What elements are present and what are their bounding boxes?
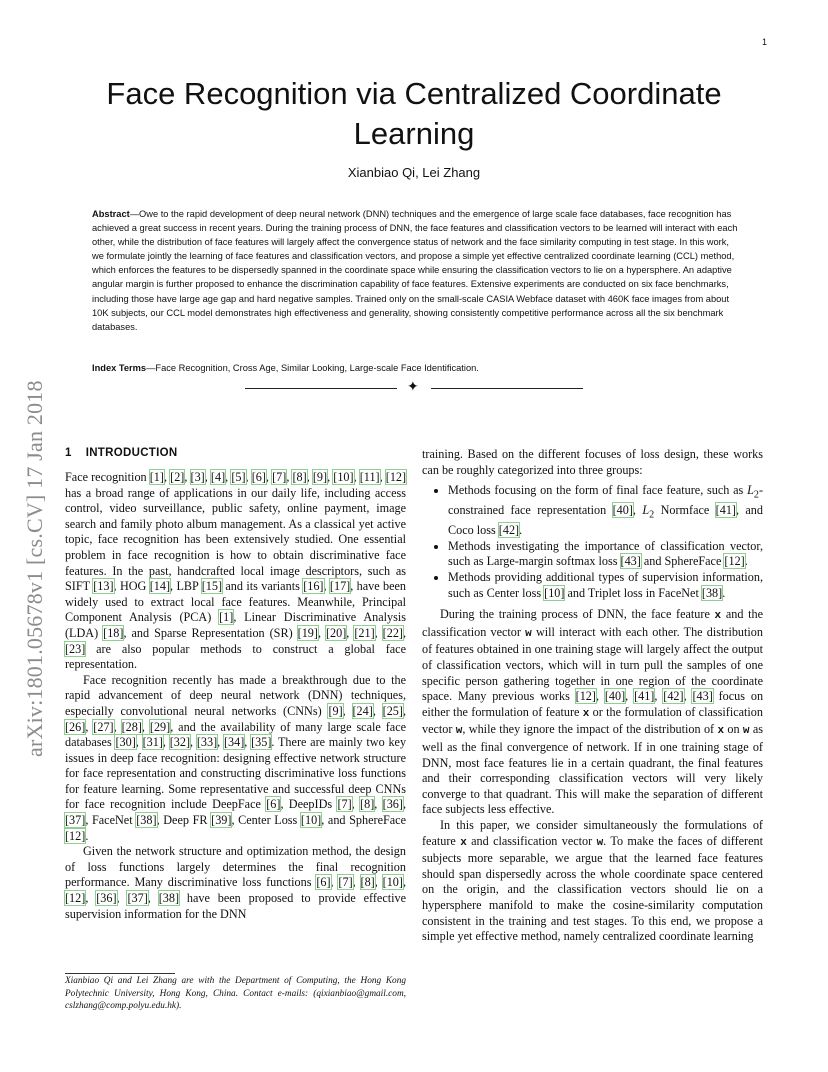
citation-link[interactable]: [4] <box>210 470 226 484</box>
citation-link[interactable]: [24] <box>352 703 373 718</box>
citation-link[interactable]: [2] <box>170 470 185 484</box>
divider-diamond-icon: ✦ <box>407 379 419 395</box>
citation-link[interactable]: [14] <box>149 579 171 594</box>
citation-link[interactable]: [34] <box>223 735 245 750</box>
section-number: 1 <box>65 447 72 459</box>
intro-paragraph-2: Face recognition recently has made a breakthrough due to the rapid advancement of deep neural network (DNN) techniques, especially convolutional neural networks (CNNs) [9], [24], [25], [26], [27], [28], [29], and the availability of many large scale face databases [30], [31], [32], [33], [34], [35]. There are mainly two key issues in deep face recognition: designing effective network structure for face representation and constructing discriminative loss functions for feature learning. Some representative and successful deep CNNs for face recognition include DeepFace [6], DeepIDs [7], [8], [36], [37], FaceNet [38], Deep FR [39], Center Loss [10], and SphereFace [12]. <box>65 672 407 843</box>
citation-link[interactable]: [1] <box>219 610 234 625</box>
section-title: INTRODUCTION <box>85 447 178 459</box>
citation-link[interactable]: [35] <box>251 735 272 750</box>
citation-link[interactable]: [10] <box>382 875 403 890</box>
citation-link[interactable]: [40] <box>604 689 626 704</box>
citation-link[interactable]: [9] <box>328 703 343 718</box>
citation-link[interactable]: [8] <box>292 470 307 484</box>
body-paragraph: In this paper, we consider simultaneously the formulations of feature x and classification vector w. To make the faces of different subjects more separable, we argue that the learned face features should span dispersedly across the whole coordinate space centered on the origin, and the classification vectors should lie on a hypersphere manifold to make the cosine-similarity computation consistent in the training and test stages. To this end, we propose a simple yet effective method, namely centralized coordinate learning <box>422 817 763 944</box>
paper-title: Face Recognition via Centralized Coordinate Learning <box>106 76 722 151</box>
citation-link[interactable]: [31] <box>142 735 163 750</box>
citation-link[interactable]: [6] <box>251 470 266 484</box>
citation-link[interactable]: [42] <box>498 523 520 538</box>
citation-link[interactable]: [38] <box>158 891 180 906</box>
abstract <box>92 207 738 334</box>
right-column <box>422 447 763 945</box>
citation-link[interactable]: [3] <box>190 470 205 484</box>
citation-link[interactable]: [36] <box>382 797 403 812</box>
citation-link[interactable]: [38] <box>136 813 157 828</box>
section-heading-introduction <box>65 447 406 459</box>
paper-authors: Xianbiao Qi, Lei Zhang <box>347 165 481 180</box>
citation-link[interactable]: [8] <box>360 797 375 812</box>
citation-link[interactable]: [7] <box>338 875 353 890</box>
citation-link[interactable]: [12] <box>65 828 86 843</box>
loss-groups-list <box>422 483 763 601</box>
citation-link[interactable]: [7] <box>337 797 352 812</box>
citation-link[interactable]: [39] <box>211 813 232 828</box>
citation-link[interactable]: [27] <box>93 719 114 734</box>
abstract-label: Abstract <box>92 209 130 219</box>
citation-link[interactable]: [37] <box>127 891 148 906</box>
citation-link[interactable]: [15] <box>201 579 223 594</box>
citation-link[interactable]: [43] <box>620 554 641 569</box>
citation-link[interactable]: [42] <box>663 689 684 704</box>
citation-link[interactable]: [20] <box>325 625 347 640</box>
divider-line-right <box>431 388 583 389</box>
citation-link[interactable]: [18] <box>103 625 124 640</box>
citation-link[interactable]: [29] <box>149 719 171 734</box>
citation-link[interactable]: [9] <box>312 470 328 484</box>
section-divider <box>245 381 583 395</box>
citation-link[interactable]: [37] <box>65 813 86 828</box>
index-terms <box>92 361 738 375</box>
citation-link[interactable]: [8] <box>360 875 375 890</box>
citation-link[interactable]: [12] <box>724 554 745 569</box>
left-column <box>65 447 406 922</box>
author-footnote: Xianbiao Qi and Lei Zhang are with the Department of Computing, the Hong Kong Polytechnic University, Hong Kong, China. Contact e-mails: (qixianbiao@gmail.com, cslzhang@comp.polyu.edu.hk). <box>65 976 406 1012</box>
citation-link[interactable]: [5] <box>231 470 246 484</box>
list-item: • Methods focusing on the form of final face feature, such as $L_2$-constrained face representation [40], $L_2$ Normface [41], and Coco loss [42]. <box>448 483 763 539</box>
citation-link[interactable]: [6] <box>316 875 331 890</box>
citation-link[interactable]: [43] <box>692 689 713 704</box>
citation-link[interactable]: [33] <box>196 735 218 750</box>
citation-link[interactable]: [12] <box>575 689 596 704</box>
page-number: 1 <box>761 37 767 47</box>
citation-link[interactable]: [30] <box>115 735 136 750</box>
citation-link[interactable]: [19] <box>297 625 318 640</box>
citation-link[interactable]: [23] <box>65 641 86 656</box>
citation-link[interactable]: [1] <box>149 470 164 484</box>
citation-link[interactable]: [41] <box>634 689 655 704</box>
citation-link[interactable]: [28] <box>121 719 142 734</box>
citation-link[interactable]: [41] <box>715 503 736 518</box>
abstract-text: —Owe to the rapid development of deep neural network (DNN) techniques and the emergence of large scale face databases, face recognition has achieved a great success in recent years. During the training process of DNN, the face features and classification vectors to be learned will interact with each other, while the distribution of face features will largely affect the convergence status of network and the face similarity computing in test stage. In this work, we formulate jointly the learning of face features and classification vectors, and propose a simple yet effective centralized coordinate learning (CCL) method, which enforces the features to be dispersedly spanned in the coordinate space while ensuring the classification vectors to lie on a hypersphere. An adaptive angular margin is further proposed to enhance the discrimination capability of face features. Extensive experiments are conducted on six face benchmarks, including those have large age gap and hard negative samples. Trained only on the small-scale CASIA Webface dataset with 460K face images from about 10K subjects, our CCL model demonstrates high effectiveness and generality, showing consistently competitive performance across all the six benchmark databases. <box>92 209 738 332</box>
citation-link[interactable]: [11] <box>359 470 380 484</box>
index-terms-label: Index Terms <box>92 363 147 373</box>
citation-link[interactable]: [38] <box>701 585 723 600</box>
citation-link[interactable]: [40] <box>612 503 633 518</box>
citation-link[interactable]: [10] <box>300 813 322 828</box>
citation-link[interactable]: [12] <box>385 470 407 484</box>
footnote-rule <box>65 973 175 974</box>
list-item: • Methods investigating the importance of classification vector, such as Large-margin softmax loss [43] and SphereFace [12]. <box>448 539 763 570</box>
citation-link[interactable]: [16] <box>303 579 324 594</box>
intro-paragraph-1: Face recognition [1], [2], [3], [4], [5], [6], [7], [8], [9], [10], [11], [12] has a broad range of applications in our daily life, including access control, video surveillance, public safety, online payment, image search and family photo album management. As a classical yet active topic, face recognition has been extensively studied. One essential problem in face recognition is how to obtain discriminative face features. In the past, handcrafted local image descriptors, such as SIFT [13], HOG [14], LBP [15] and its variants [16], [17], have been widely used to extract local face features. Meanwhile, Principal Component Analysis (PCA) [1], Linear Discriminative Analysis (LDA) [18], and Sparse Representation (SR) [19], [20], [21], [22], [23] are also popular methods to construct a global face representation. <box>65 470 407 672</box>
citation-link[interactable]: [26] <box>65 719 86 734</box>
citation-link[interactable]: [10] <box>333 470 354 484</box>
citation-link[interactable]: [32] <box>169 735 191 750</box>
citation-link[interactable]: [10] <box>544 585 565 600</box>
citation-link[interactable]: [7] <box>272 470 287 484</box>
citation-link[interactable]: [12] <box>65 891 86 906</box>
arxiv-identifier: arXiv:1801.05678v1 [cs.CV] 17 Jan 2018 <box>22 380 47 757</box>
intro-continuation: training. Based on the different focuses of loss design, these works can be roughly categorized into three groups: <box>422 447 763 477</box>
citation-link[interactable]: [17] <box>329 579 351 594</box>
index-terms-text: —Face Recognition, Cross Age, Similar Looking, Large-scale Face Identification. <box>146 363 479 373</box>
citation-link[interactable]: [6] <box>266 797 281 812</box>
citation-link[interactable]: [21] <box>354 625 375 640</box>
divider-line-left <box>245 388 397 389</box>
list-item: • Methods providing additional types of supervision information, such as Center loss [10] and Triplet loss in FaceNet [38]. <box>448 570 763 601</box>
intro-paragraph-3: Given the network structure and optimization method, the design of loss functions largely determines the final recognition performance. Many discriminative loss functions [6], [7], [8], [10], [12], [36], [37], [38] have been proposed to provide effective supervision information for the DNN <box>65 844 407 921</box>
citation-link[interactable]: [13] <box>93 579 114 594</box>
citation-link[interactable]: [25] <box>382 703 403 718</box>
citation-link[interactable]: [36] <box>96 891 117 906</box>
body-paragraph: During the training process of DNN, the face feature x and the classification vector w will interact with each other. The distribution of features obtained in one training stage will largely affect the output of classification vectors, which will in turn pull the samples of one specific person gathering together in one region of the coordinate space. Many previous works [12], [40], [41], [42], [43] focus on either the formulation of feature x or the formulation of classification vector w, while they ignore the impact of the distribution of x on w as well as the final convergence of network. If in one training stage of DNN, most face features lie in a certain quadrant, the final features and their corresponding classification vectors will very likely converge to that quadrant. This will make the separation of different face subjects less effective. <box>422 607 764 817</box>
citation-link[interactable]: [22] <box>382 625 403 640</box>
